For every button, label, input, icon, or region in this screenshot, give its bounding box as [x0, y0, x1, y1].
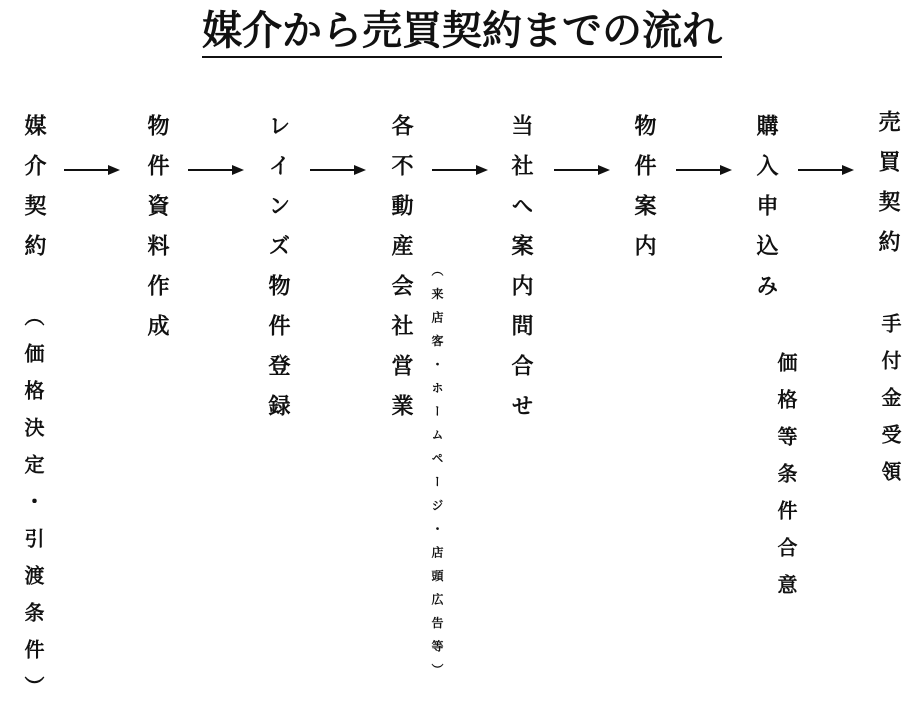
step-baibai-keiyaku-note: 手付金受領	[878, 313, 902, 498]
step-kaku-fudosan-eigyo-note: （来店客・ホームページ・店頭広告等）	[430, 264, 444, 687]
flow-arrow-4	[432, 164, 488, 176]
step-annai-toiawase: 当社へ案内問合せ	[508, 114, 533, 434]
step-baikai-keiyaku-note: （価格決定・引渡条件）	[21, 306, 45, 713]
step-bukken-annai: 物件案内	[631, 114, 656, 274]
step-kaku-fudosan-eigyo: 各不動産会社営業	[388, 114, 413, 434]
step-baibai-keiyaku: 売買契約	[875, 110, 900, 270]
flow-arrow-7	[798, 164, 854, 176]
step-baikai-keiyaku: 媒介契約	[21, 114, 46, 274]
page-title: 媒介から売買契約までの流れ	[0, 6, 924, 56]
step-konyu-moushikomi-note: 価格等条件合意	[774, 352, 798, 611]
flow-arrow-1	[64, 164, 120, 176]
flow-arrow-2	[188, 164, 244, 176]
flow-arrow-6	[676, 164, 732, 176]
step-bukken-shiryo-sakusei: 物件資料作成	[144, 114, 169, 354]
step-konyu-moushikomi: 購入申込み	[753, 114, 778, 314]
flow-arrow-3	[310, 164, 366, 176]
step-reins-toroku: レインズ物件登録	[265, 114, 290, 434]
flow-arrow-5	[554, 164, 610, 176]
